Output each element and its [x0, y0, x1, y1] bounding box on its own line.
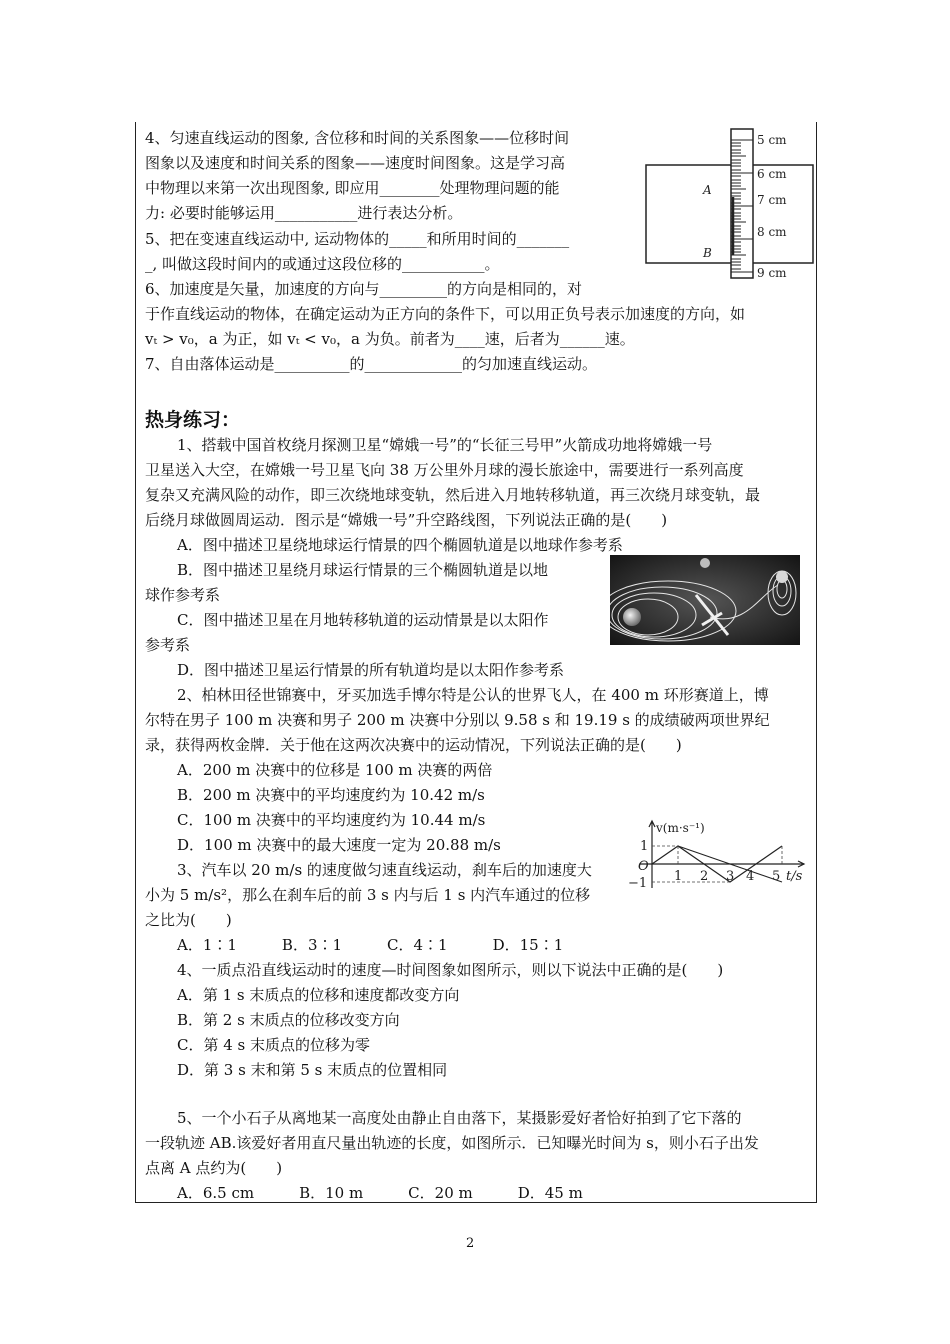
vt-y-neg: −1	[628, 876, 648, 891]
q3-line-1: 3、汽车以 20 m/s 的速度做匀速直线运动，刹车后的加速度大	[177, 861, 592, 879]
q5-line-3: 点离 A 点约为( )	[145, 1159, 283, 1177]
vt-origin: O	[638, 859, 649, 874]
review-item-5-line-2: _, 叫做这段时间内的或通过这段位移的___________。	[145, 255, 500, 273]
q2-option-c: C．100 m 决赛中的平均速度约为 10.44 m/s	[177, 811, 486, 829]
vt-xlabel: t/s	[786, 869, 803, 884]
q2-option-d: D．100 m 决赛中的最大速度一定为 20.88 m/s	[177, 836, 501, 854]
q1-option-c-line-1: C．图中描述卫星在月地转移轨道的运动情景是以太阳作	[177, 611, 549, 629]
point-b-label: B	[703, 246, 712, 260]
q5-line-2: 一段轨迹 AB.该爱好者用直尺量出轨迹的长度，如图所示．已知曝光时间为 s，则小石子出发	[145, 1134, 759, 1152]
vt-y-pos: 1	[640, 839, 649, 854]
q4-option-d: D．第 3 s 末和第 5 s 末质点的位置相同	[177, 1061, 448, 1079]
q2-line-1: 2、柏林田径世锦赛中，牙买加选手博尔特是公认的世界飞人，在 400 m 环形赛道上，博	[177, 686, 769, 704]
q1-line-4: 后绕月球做圆周运动．图示是“嫦娥一号”升空路线图，下列说法正确的是( )	[145, 511, 668, 529]
page-number: 2	[466, 1236, 475, 1251]
section-title: 热身练习：	[145, 409, 241, 431]
vt-tick-1: 1	[674, 869, 683, 884]
vt-tick-3: 3	[726, 869, 735, 884]
q3-line-3: 之比为( )	[145, 911, 232, 929]
q2-option-b: B．200 m 决赛中的平均速度约为 10.42 m/s	[177, 786, 485, 804]
vt-graph	[622, 818, 812, 898]
vt-ylabel: v(m·s⁻¹)	[656, 821, 705, 835]
q1-option-a: A．图中描述卫星绕地球运行情景的四个椭圆轨道是以地球作参考系	[177, 536, 623, 554]
vt-tick-5: 5	[772, 869, 781, 884]
q4-option-b: B．第 2 s 末质点的位移改变方向	[177, 1011, 400, 1029]
ruler-label-5cm: 5 cm	[757, 133, 787, 147]
q1-line-1: 1、搭载中国首枚绕月探测卫星“嫦娥一号”的“长征三号甲”火箭成功地将嫦娥一号	[177, 436, 713, 454]
earth-icon	[623, 608, 641, 626]
point-a-label: A	[703, 183, 712, 197]
vt-tick-2: 2	[700, 869, 709, 884]
q1-option-b-line-1: B．图中描述卫星绕月球运行情景的三个椭圆轨道是以地	[177, 561, 549, 579]
q1-option-d: D．图中描述卫星运行情景的所有轨道均是以太阳作参考系	[177, 661, 565, 679]
review-item-4-line-2: 图象以及速度和时间关系的图象——速度时间图象。这是学习高	[145, 154, 566, 172]
q4-option-c: C．第 4 s 末质点的位移为零	[177, 1036, 371, 1054]
review-item-7: 7、自由落体运动是__________的_____________的匀加速直线运动。	[145, 355, 598, 373]
vt-tick-4: 4	[746, 869, 755, 884]
q4-line-1: 4、一质点沿直线运动时的速度—时间图象如图所示，则以下说法中正确的是( )	[177, 961, 724, 979]
q1-line-3: 复杂又充满风险的动作，即三次绕地球变轨，然后进入月地转移轨道，再三次绕月球变轨，最	[145, 486, 761, 504]
ruler-label-8cm: 8 cm	[757, 225, 787, 239]
q3-options: A．1∶1 B．3∶1 C．4∶1 D．15∶1	[177, 936, 564, 954]
review-item-6-line-3: vₜ > v₀，a 为正，如 vₜ < v₀，a 为负。前者为____速，后者为______速。	[145, 330, 635, 348]
q4-option-a: A．第 1 s 末质点的位移和速度都改变方向	[177, 986, 460, 1004]
review-item-4-line-4: 力: 必要时能够运用___________进行表达分析。	[145, 204, 463, 222]
review-item-4-line-3: 中物理以来第一次出现图象, 即应用________处理物理问题的能	[145, 179, 560, 197]
q2-line-2: 尔特在男子 100 m 决赛和男子 200 m 决赛中分别以 9.58 s 和 19.19 s 的成绩破两项世界纪	[145, 711, 770, 729]
ruler-label-9cm: 9 cm	[757, 266, 787, 280]
q5-line-1: 5、一个小石子从离地某一高度处由静止自由落下，某摄影爱好者恰好拍到了它下落的	[177, 1109, 742, 1127]
review-item-6-line-1: 6、加速度是矢量，加速度的方向与_________的方向是相同的，对	[145, 280, 583, 298]
q1-option-c-line-2: 参考系	[145, 636, 191, 654]
review-item-4-line-1: 4、匀速直线运动的图象, 含位移和时间的关系图象——位移时间	[145, 129, 570, 147]
orbit-route-image	[610, 555, 800, 645]
ruler-label-6cm: 6 cm	[757, 167, 787, 181]
q3-line-2: 小为 5 m/s²，那么在刹车后的前 3 s 内与后 1 s 内汽车通过的位移	[145, 886, 591, 904]
q1-line-2: 卫星送入大空，在嫦娥一号卫星飞向 38 万公里外月球的漫长旅途中，需要进行一系列高度	[145, 461, 744, 479]
q5-options: A．6.5 cm B．10 m C．20 m D．45 m	[177, 1184, 583, 1202]
ruler-figure	[645, 127, 817, 280]
q2-line-3: 录，获得两枚金牌．关于他在这两次决赛中的运动情况，下列说法正确的是( )	[145, 736, 682, 754]
moon-icon	[776, 571, 788, 583]
review-item-5-line-1: 5、把在变速直线运动中, 运动物体的_____和所用时间的_______	[145, 230, 570, 248]
review-item-6-line-2: 于作直线运动的物体，在确定运动为正方向的条件下，可以用正负号表示加速度的方向，如	[145, 305, 746, 323]
q2-option-a: A．200 m 决赛中的位移是 100 m 决赛的两倍	[177, 761, 493, 779]
q1-option-b-line-2: 球作参考系	[145, 586, 221, 604]
ruler-label-7cm: 7 cm	[757, 193, 787, 207]
